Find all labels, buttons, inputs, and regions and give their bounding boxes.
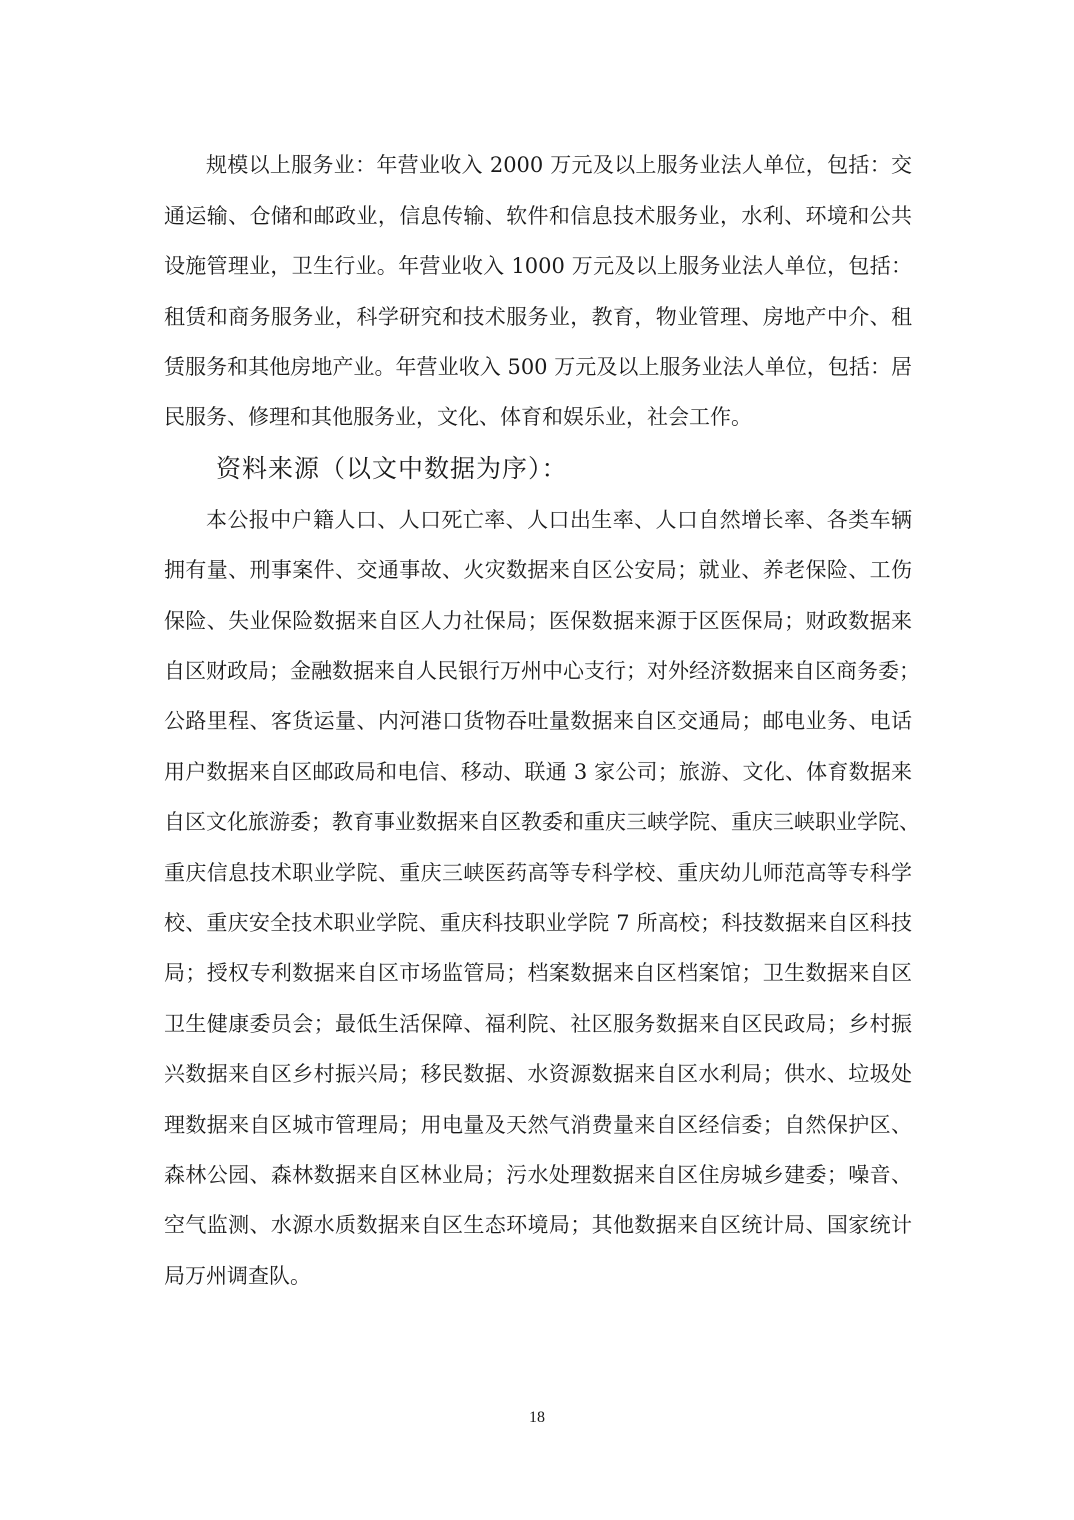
paragraph-line: 通运输、仓储和邮政业，信息传输、软件和信息技术服务业，水利、环境和公共 [164,204,912,228]
paragraph-line: 校、重庆安全技术职业学院、重庆科技职业学院 7 所高校；科技数据来自区科技 [164,911,912,935]
paragraph-line: 保险、失业保险数据来自区人力社保局；医保数据来源于区医保局；财政数据来 [164,609,912,633]
paragraph-line: 自区文化旅游委；教育事业数据来自区教委和重庆三峡学院、重庆三峡职业学院、 [164,810,920,834]
paragraph-line: 用户数据来自区邮政局和电信、移动、联通 3 家公司；旅游、文化、体育数据来 [164,760,912,784]
paragraph-line: 公路里程、客货运量、内河港口货物吞吐量数据来自区交通局；邮电业务、电话 [164,709,912,733]
paragraph-line: 自区财政局；金融数据来自人民银行万州中心支行；对外经济数据来自区商务委； [164,659,920,683]
section-heading: 资料来源（以文中数据为序）： [216,454,568,483]
paragraph-line: 局；授权专利数据来自区市场监管局；档案数据来自区档案馆；卫生数据来自区 [164,961,912,985]
paragraph-line: 局万州调查队。 [164,1264,311,1288]
paragraph-line: 重庆信息技术职业学院、重庆三峡医药高等专科学校、重庆幼儿师范高等专科学 [164,861,912,885]
paragraph-line: 森林公园、森林数据来自区林业局；污水处理数据来自区住房城乡建委；噪音、 [164,1163,912,1187]
paragraph-line: 兴数据来自区乡村振兴局；移民数据、水资源数据来自区水利局；供水、垃圾处 [164,1062,912,1086]
paragraph-line: 空气监测、水源水质数据来自区生态环境局；其他数据来自区统计局、国家统计 [164,1213,912,1237]
paragraph-line: 本公报中户籍人口、人口死亡率、人口出生率、人口自然增长率、各类车辆 [206,508,912,532]
paragraph-line: 设施管理业，卫生行业。年营业收入 1000 万元及以上服务业法人单位，包括： [164,254,912,278]
page-number: 18 [529,1409,545,1426]
paragraph-line: 租赁和商务服务业，科学研究和技术服务业，教育，物业管理、房地产中介、租 [164,305,912,329]
paragraph-line: 卫生健康委员会；最低生活保障、福利院、社区服务数据来自区民政局；乡村振 [164,1012,912,1036]
paragraph-line: 理数据来自区城市管理局；用电量及天然气消费量来自区经信委；自然保护区、 [164,1113,912,1137]
paragraph-line: 规模以上服务业：年营业收入 2000 万元及以上服务业法人单位，包括：交 [206,153,912,177]
paragraph-line: 赁服务和其他房地产业。年营业收入 500 万元及以上服务业法人单位，包括：居 [164,355,912,379]
paragraph-line: 拥有量、刑事案件、交通事故、火灾数据来自区公安局；就业、养老保险、工伤 [164,558,912,582]
paragraph-line: 民服务、修理和其他服务业，文化、体育和娱乐业，社会工作。 [164,405,752,429]
